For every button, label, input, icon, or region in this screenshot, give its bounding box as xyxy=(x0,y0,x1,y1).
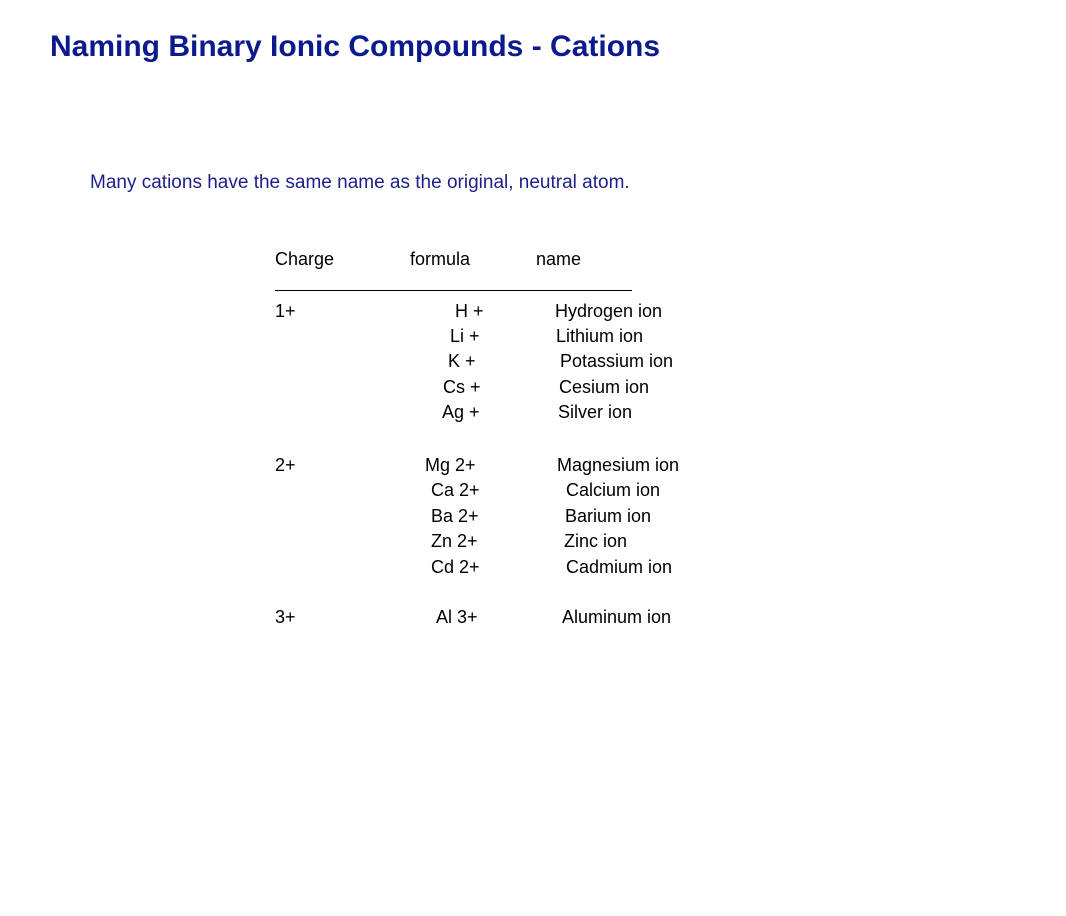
formula-cell: Cd 2+ xyxy=(431,557,480,577)
formula-cell: K + xyxy=(448,351,476,371)
slide-title: Naming Binary Ionic Compounds - Cations xyxy=(50,30,661,63)
intro-text: Many cations have the same name as the original, neutral atom. xyxy=(90,172,630,193)
formula-cell: Zn 2+ xyxy=(431,531,478,551)
formula-cell: H + xyxy=(455,301,484,321)
name-cell: Lithium ion xyxy=(556,326,644,346)
name-cell: Aluminum ion xyxy=(562,607,672,627)
name-cell: Zinc ion xyxy=(564,531,628,551)
formula-cell: Ag + xyxy=(442,402,480,422)
name-cell: Cesium ion xyxy=(559,377,650,397)
formula-cell: Ca 2+ xyxy=(431,480,480,500)
header-formula: formula xyxy=(410,249,471,269)
name-cell: Barium ion xyxy=(565,506,652,526)
charge-label: 1+ xyxy=(275,301,296,321)
name-cell: Potassium ion xyxy=(560,351,674,371)
header-underline xyxy=(275,290,632,291)
formula-cell: Li + xyxy=(450,326,480,346)
charge-label: 3+ xyxy=(275,607,296,627)
name-cell: Magnesium ion xyxy=(557,455,680,475)
name-cell: Cadmium ion xyxy=(566,557,673,577)
name-cell: Hydrogen ion xyxy=(555,301,663,321)
header-name: name xyxy=(536,249,582,269)
formula-cell: Mg 2+ xyxy=(425,455,476,475)
name-cell: Silver ion xyxy=(558,402,633,422)
formula-cell: Ba 2+ xyxy=(431,506,479,526)
name-cell: Calcium ion xyxy=(566,480,661,500)
formula-cell: Al 3+ xyxy=(436,607,478,627)
charge-label: 2+ xyxy=(275,455,296,475)
header-charge: Charge xyxy=(275,249,335,269)
formula-cell: Cs + xyxy=(443,377,481,397)
